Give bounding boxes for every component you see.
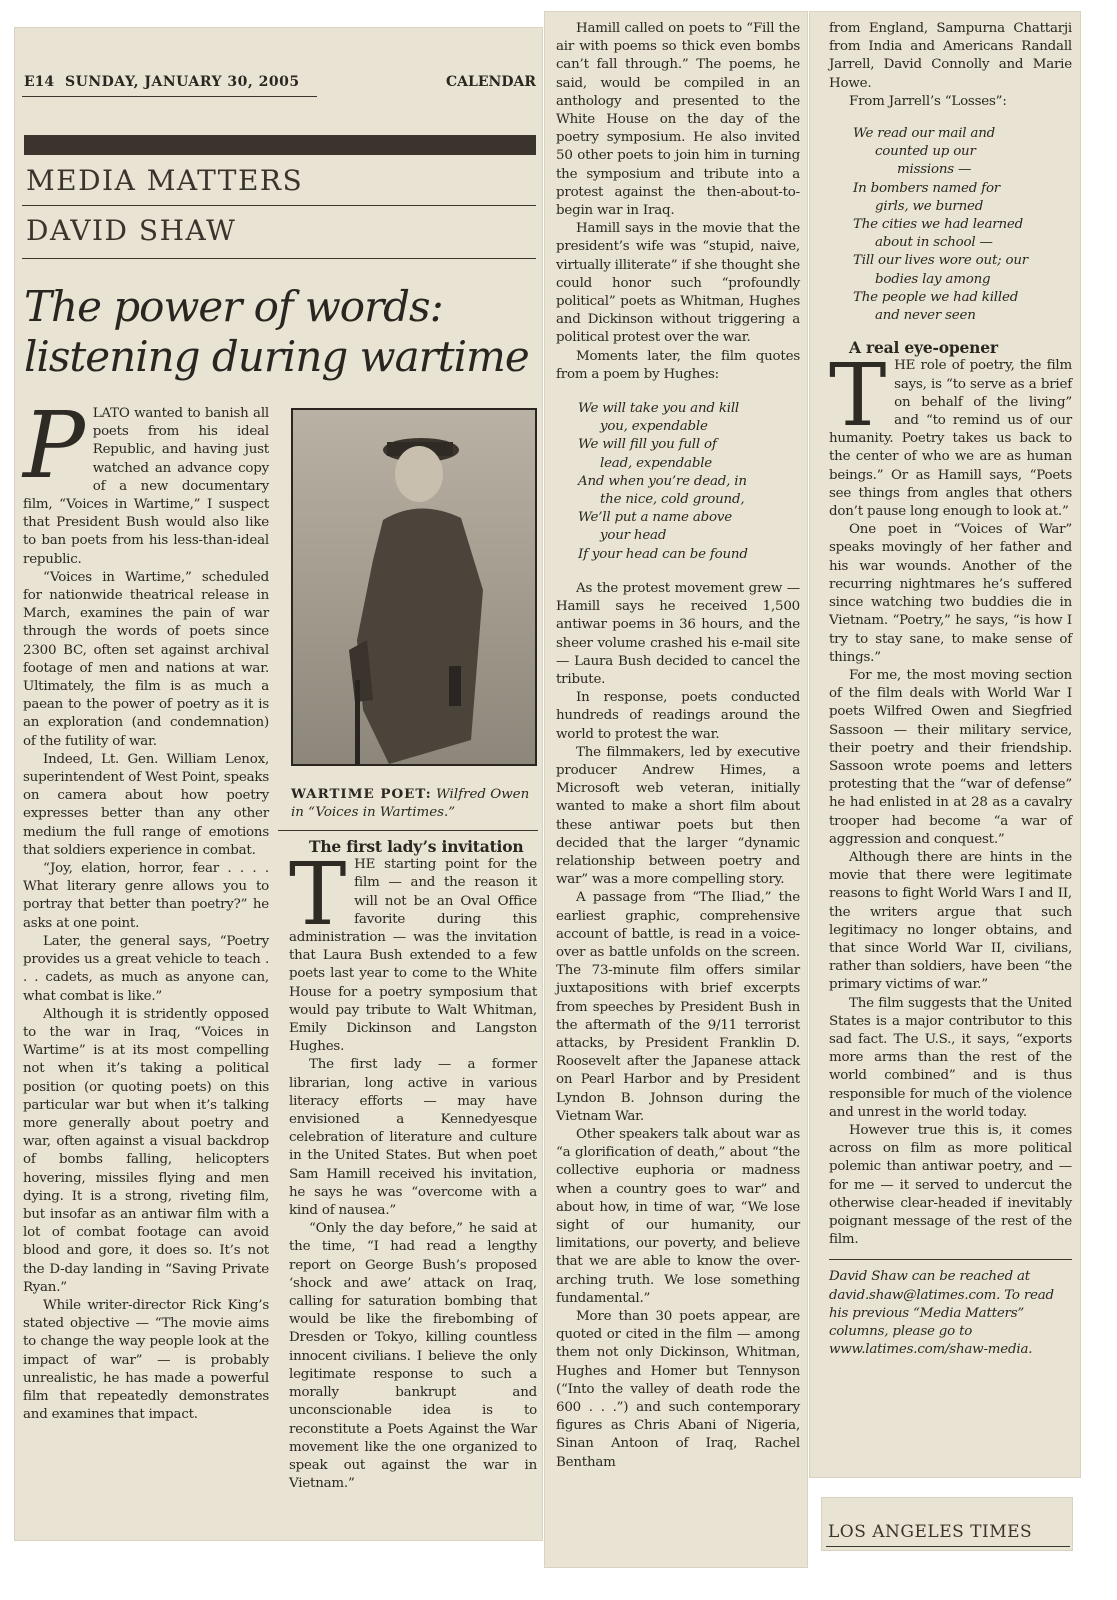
paragraph: Other speakers talk about war as “a glorification of death,” about “the collective euphoria or madness when a country goes to war” and about how, in time of war, “We lose sight of our humanity, our limitations, our poverty, and believe that we are able to know the over-arching truth. We lose something fundamental.” [556, 1126, 800, 1306]
paragraph: Hamill says in the movie that the president’s wife was “stupid, naive, virtually illiterate” if she thought she could honor such “profoundly political” poets as Whitman, Hughes and Dickinson without triggering a political protest over the war. [556, 221, 800, 346]
drop-cap: P [23, 392, 85, 499]
caption-rule [278, 830, 538, 831]
paragraph: “Only the day before,” he said at the time, “I had read a lengthy report on George Bush’s proposed ‘shock and awe’ attack on Iraq, calling for saturation bombing that would be like the firebombing of Dresden or Tokyo, killing countless innocent civilians. I believe the only legitimate response to such a morally bankrupt and unconscionable idea is to reconstitute a Poets Against the War movement like the one organized to speak out against the war in Vietnam.” [289, 1221, 537, 1492]
paragraph: The first lady — a former librarian, long active in various literacy efforts — may have envisioned a Kennedyesque celebration of literature and culture in the United States. But when poet Sam Hamill received his invitation, he says he was “overcome with a kind of nausea.” [289, 1057, 537, 1219]
paragraph: from England, Sampurna Chattarji from India and Americans Randall Jarrell, David Connolly and Marie Howe. [829, 21, 1072, 91]
paragraph: A passage from “The Iliad,” the earliest graphic, comprehensive account of battle, is read in a voice-over as battle unfolds on the screen. The 73-minute film offers similar juxtapositions with brief excerpts from speeches by President Bush in the aftermath of the 9/11 terrorist attacks, by President Franklin D. Roosevelt after the Japanese attack on Pearl Harbor and by President Lyndon B. Johnson during the Vietnam War. [556, 890, 800, 1124]
paragraph: However true this is, it comes across on film as more political polemic than antiwar poetry, and — for me — it served to undercut the otherwise clear-headed if inevitably poignant message of the rest of the film. [829, 1122, 1072, 1248]
paragraph: Hamill called on poets to “Fill the air with poems so thick even bombs can’t fall through.” The poems, he said, would be compiled in an anthology and presented to the White House on the day of the poetry symposium. He also invited 50 other poets to join him in turning the symposium and tribute into a protest against the then-about-to-begin war in Iraq. [556, 21, 800, 219]
photo-wilfred-owen [291, 408, 537, 766]
paragraph: As the protest movement grew — Hamill says he received 1,500 antiwar poems in 36 hours, and the sheer volume crashed his e-mail site — Laura Bush decided to cancel the tribute. [556, 580, 800, 687]
poem-line: counted up our [875, 144, 976, 160]
poem-line: and never seen [875, 308, 976, 324]
headline-line-1: The power of words: [24, 282, 443, 331]
poem-line: about in school — [875, 235, 993, 251]
header-rule [22, 96, 317, 97]
drop-cap: T [829, 346, 887, 447]
poem-line: We’ll put a name above [578, 510, 732, 526]
poem-line: The people we had killed [853, 289, 1019, 305]
caption-text: Wilfred Owen in “Voices in Wartimes.” [291, 787, 530, 820]
article-column-3 [556, 20, 800, 1472]
poem-line: missions — [897, 162, 972, 178]
paragraph: “Voices in Wartime,” scheduled for nationwide theatrical release in March, examines the pain of war through the words of poets since 2300 BC, often set against archival footage of men and nations at war. Ultimately, the film is as much a paean to the power of poetry as it is an exploration (and condemnation) of the futility of war. [23, 569, 269, 749]
paragraph: The film suggests that the United States is a major contributor to this sad fact. The U.S., it says, “exports more arms than the rest of the world combined” and is thus responsible for much of the violence and unrest in the world today. [829, 995, 1072, 1120]
page-header [24, 74, 536, 90]
section-name: CALENDAR [446, 74, 536, 90]
drop-cap: T [289, 845, 347, 946]
author-tagline: David Shaw can be reached at david.shaw@latimes.com. To read his previous “Media Matters” columns, please go to www.latimes.com/shaw-media. [829, 1269, 1054, 1358]
footer-rule [826, 1546, 1070, 1547]
poem-line: The cities we had learned [853, 217, 1024, 233]
poem-line: In bombers named for [853, 180, 1001, 196]
poem-line: your head [600, 528, 667, 544]
headline-line-2: listening during wartime [24, 332, 529, 381]
poem-line: bodies lay among [875, 271, 991, 287]
paragraph: THE role of poetry, the film says, is “to serve as a brief on behalf of the living” and “to remind us of our humanity. Poetry takes us back to the center of who we are as human beings.” Or as Hamill says, “Poets see things from angles that others don’t pause long enough to look at.” [829, 346, 1072, 520]
paragraph: More than 30 poets appear, are quoted or cited in the film — among them not only Dickinson, Whitman, Hughes and Homer but Tennyson (“Into the valley of death rode the 600 . . .”) and such contemporary figures as Chris Abani of Nigeria, Sinan Antoon of Iraq, Rachel Bentham [556, 1309, 800, 1470]
poem-line: We read our mail and [853, 126, 996, 142]
column-name-rule [22, 205, 536, 206]
poem-line: the nice, cold ground, [600, 492, 745, 508]
paragraph: Moments later, the film quotes from a poem by Hughes: [556, 348, 800, 382]
poem-line: And when you’re dead, in [578, 473, 747, 489]
paragraph: One poet in “Voices of War” speaks movingly of her father and his war wounds. Another of the recurring nightmares he’s suffered since watching two buddies die in Vietnam. “Poetry,” he says, “is how I try to stay sane, to make sense of things.” [829, 522, 1072, 665]
article-column-4 [829, 20, 1072, 1359]
poem-line: If your head can be found [578, 546, 748, 562]
caption-label: WARTIME POET: [291, 786, 432, 802]
poem-line: girls, we burned [875, 198, 984, 214]
paragraph: From Jarrell’s “Losses”: [849, 93, 1007, 109]
article-column-2 [289, 838, 537, 1493]
paragraph: While writer-director Rick King’s stated objective — “The movie aims to change the way people look at the impact of war” — is probably unrealistic, he has made a powerful film that repeatedly demonstrates and examines that impact. [23, 1297, 269, 1423]
publication-name: LOS ANGELES TIMES [828, 1522, 1033, 1542]
masthead-bar [24, 135, 536, 155]
paragraph: Indeed, Lt. Gen. William Lenox, superintendent of West Point, speaks on camera about how poetry expresses better than any other medium the full range of emotions that soldiers experience in combat. [23, 751, 269, 858]
paragraph: “Joy, elation, horror, fear . . . . What literary genre allows you to portray that better than poetry?” he asks at one point. [23, 861, 269, 931]
soldier-portrait-image [293, 410, 535, 764]
tagline-rule [829, 1259, 1072, 1260]
article-column-1 [23, 392, 269, 1424]
paragraph: The filmmakers, led by executive producer Andrew Himes, a Microsoft web veteran, initially wanted to make a short film about these antiwar poets but then decided that the larger “dynamic relationship between poetry and war” was a more compelling story. [556, 744, 800, 888]
poem-line: lead, expendable [600, 455, 713, 471]
page-date: SUNDAY, JANUARY 30, 2005 [65, 74, 300, 90]
headline [24, 282, 529, 382]
poem-line: Till our lives wore out; our [853, 253, 1028, 269]
jarrell-poem [853, 125, 1072, 325]
paragraph: THE starting point for the film — and the reason it will not be an Oval Office favorite during this administration — was the invitation that Laura Bush extended to a few poets last year to come to the White House for a poetry symposium that would pay tribute to Walt Whitman, Emily Dickinson and Langston Hughes. [289, 845, 537, 1055]
poem-line: We will take you and kill [578, 401, 739, 417]
paragraph: Although it is stridently opposed to the war in Iraq, “Voices in Wartime” is at its most compelling not when it’s taking a political position (or quoting poets) on this particular war but when it’s talking more generally about poetry and war, often against a visual backdrop of bombs falling, helicopters hovering, missiles flying and men dying. It is a strong, riveting film, but insofar as an antiwar film with a lot of combat footage can avoid blood and gore, it does so. It’s not the D-day landing in “Saving Private Ryan.” [23, 1006, 269, 1295]
page-number: E14 [24, 74, 55, 90]
author-rule [22, 258, 536, 259]
paragraph: Later, the general says, “Poetry provides us a great vehicle to teach . . . cadets, as much as anyone can, what combat is like.” [23, 933, 269, 1004]
photo-caption [291, 785, 535, 822]
subhead-eye-opener: A real eye-opener [849, 338, 998, 358]
paragraph: PLATO wanted to banish all poets from his ideal Republic, and having just watched an advance copy of a new documentary film, “Voices in Wartime,” I suspect that President Bush would also like to ban poets from his less-than-ideal republic. [23, 392, 269, 567]
column-name: MEDIA MATTERS [26, 164, 304, 197]
paragraph: In response, poets conducted hundreds of readings around the world to protest the war. [556, 690, 800, 742]
paragraph: Although there are hints in the movie that there were legitimate reasons to fight World Wars I and II, the writers argue that such legitimacy no longer obtains, and that since World War II, civilians, rather than soldiers, have been “the primary victims of war.” [829, 849, 1072, 993]
poem-line: We will fill you full of [578, 437, 717, 453]
hughes-poem [578, 400, 800, 564]
paragraph: For me, the most moving section of the film deals with World War I poets Wilfred Owen and Siegfried Sassoon — their military service, their poetry and their friendship. Sassoon wrote poems and letters protesting that the “war of defense” he had enlisted in at 28 as a cavalry trooper had become “a war of aggression and conquest.” [829, 667, 1072, 847]
author-name: DAVID SHAW [26, 214, 237, 247]
poem-line: you, expendable [600, 419, 708, 435]
subhead-first-lady: The first lady’s invitation [309, 837, 524, 856]
